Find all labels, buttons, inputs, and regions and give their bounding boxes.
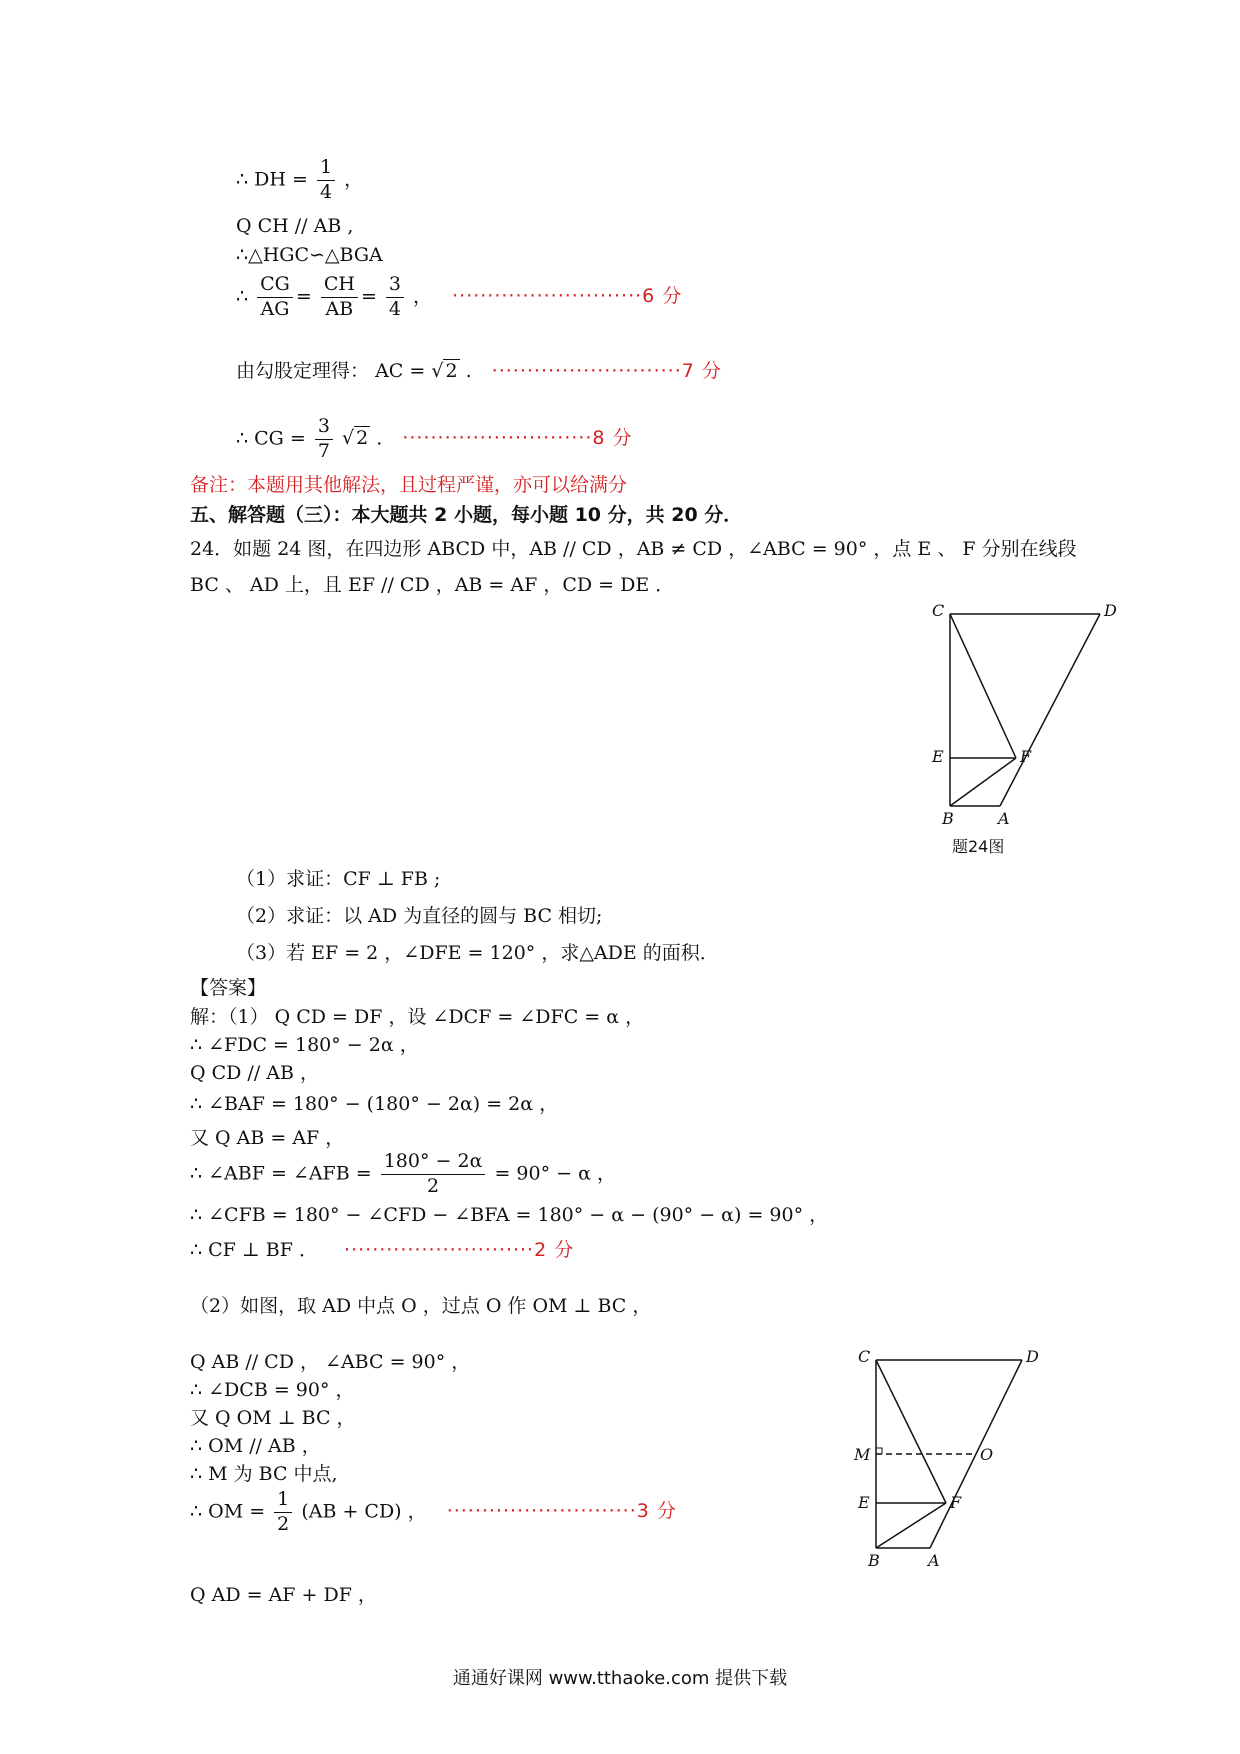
score-marker-2: ···························2 分 <box>344 1239 575 1261</box>
fig1-label-B: B <box>942 809 954 828</box>
ratio-equation: ∴ $\frac{CG}{AG}$ = $\frac{CH}{AB}$ = $\frac{3}{4}$ ， ···························6 分 <box>236 273 683 320</box>
answer-line-3: Q CD // AB ， <box>190 1062 319 1084</box>
fig1-label-E: E <box>932 747 944 766</box>
question-2: （2）求证：以 AD 为直径的圆与 BC 相切; <box>236 905 603 927</box>
answer-line-8: ∴ CF ⊥ BF ． ···························2 分 <box>190 1239 575 1261</box>
fig2-label-C: C <box>858 1347 871 1366</box>
similar-triangles-line: ∴△HGC∽△BGA <box>236 244 383 266</box>
answer-line-1: 解：（1） Q CD = DF ，设 ∠DCF = ∠DFC = α ， <box>190 1006 645 1028</box>
part2-line-6: ∴ OM = $\frac{1}{2}$ (AB + CD) ， ···························3 分 <box>190 1488 677 1535</box>
fig2-label-A: A <box>928 1551 940 1570</box>
score-marker-7: ···························7 分 <box>491 360 722 382</box>
problem24-line1: 24．如题 24 图，在四边形 ABCD 中，AB // CD ，AB ≠ CD ，∠ABC = 90° ，点 E 、 F 分别在线段 <box>190 538 1077 560</box>
section-heading: 五、解答题（三）：本大题共 2 小题，每小题 10 分，共 20 分． <box>190 504 743 526</box>
part2-line-4: ∴ OM // AB ， <box>190 1435 321 1457</box>
part2-line-1: Q AB // CD ， ∠ABC = 90° ， <box>190 1351 471 1373</box>
dh-equation: ∴ DH = $\frac{1}{4}$ ， <box>236 156 364 203</box>
ch-parallel-line: Q CH // AB , <box>236 215 354 237</box>
part2-line-3: 又 Q OM ⊥ BC ， <box>190 1407 356 1429</box>
fig2-label-D: D <box>1026 1347 1039 1366</box>
grading-note: 备注：本题用其他解法，且过程严谨，亦可以给满分 <box>190 474 628 496</box>
answer-line-4: ∴ ∠BAF = 180° − (180° − 2α) = 2α ， <box>190 1093 559 1115</box>
fig1-label-A: A <box>998 809 1010 828</box>
fig1-label-F: F <box>1020 747 1032 766</box>
fig2-label-O: O <box>980 1445 994 1464</box>
fig2-label-F: F <box>950 1493 962 1512</box>
part2-line-7: Q AD = AF + DF ， <box>190 1584 377 1606</box>
figure24-caption: 题24图 <box>952 837 1005 856</box>
answer-line-2: ∴ ∠FDC = 180° − 2α ， <box>190 1034 419 1056</box>
figure-part2 <box>850 1340 1060 1580</box>
question-1: （1）求证：CF ⊥ FB ; <box>236 868 441 890</box>
answer-line-7: ∴ ∠CFB = 180° − ∠CFD − ∠BFA = 180° − α − (90° − α) = 90° ， <box>190 1204 829 1226</box>
cg-equation: ∴ CG = $\frac{3}{7}$ √ 2 . ···························8 分 <box>236 415 633 462</box>
part2-line-5: ∴ M 为 BC 中点, <box>190 1463 338 1485</box>
problem24-line2: BC 、 AD 上，且 EF // CD ，AB = AF ，CD = DE ． <box>190 574 675 596</box>
page-footer: 通通好课网 www.tthaoke.com 提供下载 <box>452 1668 788 1689</box>
pythagoras-line: 由勾股定理得： AC = √ 2 . ···························7 分 <box>236 360 722 382</box>
fig2-label-M: M <box>854 1445 871 1464</box>
answer-line-6: ∴ ∠ABF = ∠AFB = $\frac{180^\circ - 2\alpha}{2}$ = 90° − α ， <box>190 1150 616 1197</box>
dh-fraction: $\frac{1}{4}$ <box>317 158 335 203</box>
figure-24 <box>920 600 1120 860</box>
answer-heading: 【答案】 <box>190 977 267 999</box>
score-marker-6: ···························6 分 <box>452 285 683 308</box>
part2-line-2: ∴ ∠DCB = 90° ， <box>190 1379 355 1401</box>
answer-line-5: 又 Q AB = AF ， <box>190 1127 345 1149</box>
fig1-label-D: D <box>1104 601 1117 620</box>
score-marker-8: ···························8 分 <box>402 427 633 450</box>
fig1-label-C: C <box>932 601 945 620</box>
fig2-label-E: E <box>858 1493 870 1512</box>
part2-intro: （2）如图，取 AD 中点 O ，过点 O 作 OM ⊥ BC ， <box>190 1295 652 1317</box>
question-3: （3）若 EF = 2 ，∠DFE = 120° ，求△ADE 的面积． <box>236 942 719 964</box>
score-marker-3: ···························3 分 <box>446 1500 677 1523</box>
fig2-label-B: B <box>868 1551 880 1570</box>
